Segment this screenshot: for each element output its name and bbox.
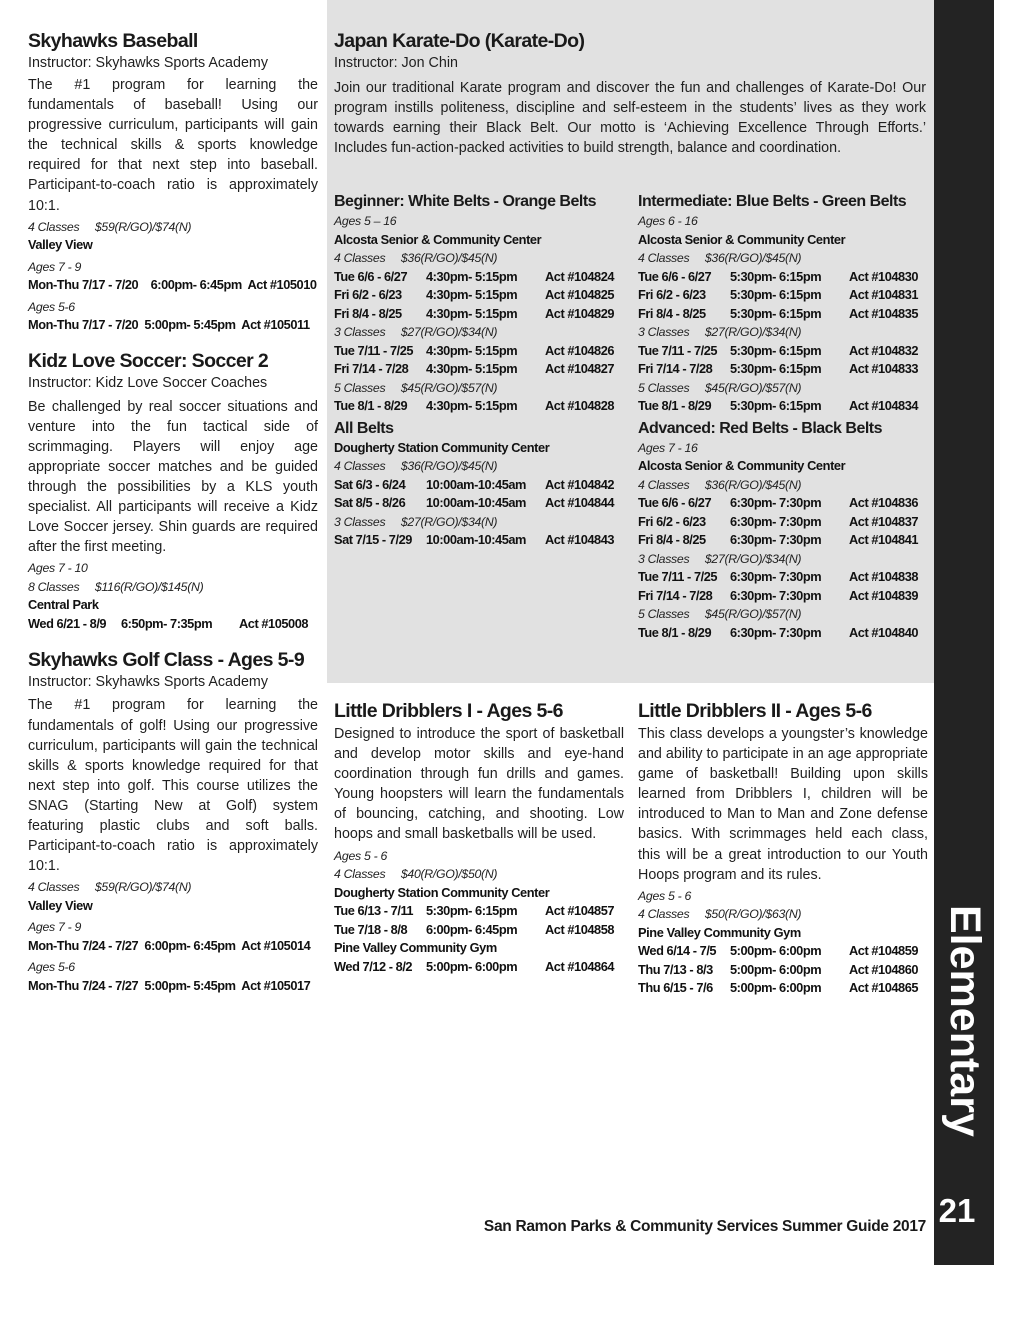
intermediate-session-rows: [638, 342, 928, 379]
beginner-session-row: [334, 268, 624, 287]
session-date: Fri 8/4 - 8/25: [638, 532, 706, 547]
allbelts-fee-2: 3 Classes $27(R/GO)/$34(N): [334, 514, 498, 529]
soccer-row-act: Act #105008: [239, 615, 309, 631]
soccer-fee: 8 Classes $116(R/GO)/$145(N): [28, 579, 204, 594]
session-date: Sat 6/3 - 6/24: [334, 476, 406, 492]
intermediate-fee-1: 4 Classes $36(R/GO)/$45(N): [638, 251, 802, 265]
golf-fee: 4 Classes $59(R/GO)/$74(N): [28, 880, 192, 895]
dribblers-1-location-2: Pine Valley Community Gym: [334, 940, 497, 956]
baseball-row-1: Mon-Thu 7/17 - 7/20 6:00pm- 6:45pm Act #105010: [28, 277, 317, 293]
activity-number: Act #104828: [545, 398, 615, 413]
session-date: Fri 6/2 - 6/23: [638, 513, 706, 529]
soccer-row: [28, 615, 318, 634]
beginner-fee-3: 5 Classes $45(R/GO)/$57(N): [334, 380, 498, 395]
dribblers-1-fee: 4 Classes $40(R/GO)/$50(N): [334, 867, 498, 882]
dribblers-2-session-row: [638, 979, 928, 998]
baseball-section: [28, 30, 318, 335]
session-time: 4:30pm- 5:15pm: [426, 305, 518, 321]
session-time: 5:30pm- 6:15pm: [730, 342, 822, 358]
session-time: 5:30pm- 6:15pm: [426, 903, 518, 919]
dribblers-1-age: Ages 5 - 6: [334, 848, 388, 863]
karate-left-subcolumn: [334, 192, 624, 550]
session-time: 5:00pm- 6:00pm: [426, 958, 518, 974]
beginner-session-row: [334, 305, 624, 324]
intermediate-session-row: [638, 268, 928, 287]
session-date: Wed 6/14 - 7/5: [638, 943, 717, 959]
activity-number: Act #104825: [545, 287, 615, 302]
beginner-fee-1: 4 Classes $36(R/GO)/$45(N): [334, 251, 498, 265]
intermediate-fee-2: 3 Classes $27(R/GO)/$34(N): [638, 325, 802, 339]
dribblers-2-session-row: [638, 942, 928, 961]
activity-number: Act #104843: [545, 532, 615, 547]
session-date: Fri 8/4 - 8/25: [638, 305, 706, 321]
dribblers-1-session-rows: [334, 902, 624, 939]
session-time: 4:30pm- 5:15pm: [426, 287, 518, 302]
activity-number: Act #104864: [545, 958, 615, 974]
session-date: Fri 7/14 - 7/28: [638, 361, 713, 376]
intermediate-location: Alcosta Senior & Community Center: [638, 231, 846, 247]
session-time: 5:00pm- 6:00pm: [730, 961, 822, 977]
session-date: Sat 7/15 - 7/29: [334, 532, 412, 547]
baseball-fee: 4 Classes $59(R/GO)/$74(N): [28, 219, 192, 234]
allbelts-session-rows: [334, 531, 624, 550]
session-date: Tue 8/1 - 8/29: [334, 398, 408, 413]
session-date: Tue 8/1 - 8/29: [638, 624, 712, 640]
dribblers-1-session-row: [334, 902, 624, 921]
beginner-session-rows: [334, 268, 624, 324]
advanced-age: Ages 7 - 16: [638, 440, 698, 455]
karate-instructor: Instructor: Jon Chin: [334, 55, 458, 71]
intermediate-session-row: [638, 342, 928, 361]
beginner-session-row: [334, 286, 624, 305]
baseball-age-2: Ages 5-6: [28, 299, 75, 314]
activity-number: Act #104842: [545, 476, 615, 492]
allbelts-fee-1: 4 Classes $36(R/GO)/$45(N): [334, 459, 498, 473]
activity-number: Act #104834: [849, 398, 919, 413]
advanced-session-row: [638, 494, 928, 513]
session-time: 4:30pm- 5:15pm: [426, 342, 518, 358]
activity-number: Act #104829: [545, 305, 615, 321]
session-time: 4:30pm- 5:15pm: [426, 268, 518, 284]
dribblers-2-location: Pine Valley Community Gym: [638, 924, 801, 940]
advanced-session-row: [638, 587, 928, 606]
dribblers-1-title: Little Dribblers I - Ages 5-6: [334, 700, 563, 722]
session-time: 6:30pm- 7:30pm: [730, 532, 822, 547]
session-date: Fri 7/14 - 7/28: [638, 587, 713, 603]
session-time: 4:30pm- 5:15pm: [426, 398, 518, 413]
advanced-session-row: [638, 624, 928, 643]
baseball-row-2: Mon-Thu 7/17 - 7/20 5:00pm- 5:45pm Act #105011: [28, 317, 310, 333]
advanced-session-row: [638, 568, 928, 587]
golf-title: Skyhawks Golf Class - Ages 5-9: [28, 649, 305, 672]
activity-number: Act #104859: [849, 943, 919, 959]
activity-number: Act #104838: [849, 569, 919, 584]
session-time: 10:00am-10:45am: [426, 532, 526, 547]
beginner-session-row: [334, 397, 624, 416]
activity-number: Act #104835: [849, 305, 919, 321]
session-date: Fri 6/2 - 6/23: [334, 287, 402, 302]
left-column: [28, 30, 318, 995]
intermediate-fee-3: 5 Classes $45(R/GO)/$57(N): [638, 380, 802, 395]
karate-title: Japan Karate-Do (Karate-Do): [334, 30, 585, 52]
session-date: Fri 7/14 - 7/28: [334, 361, 409, 376]
session-time: 4:30pm- 5:15pm: [426, 361, 518, 376]
soccer-age: Ages 7 - 10: [28, 561, 88, 576]
baseball-description: The #1 program for learning the fundamentals of baseball! Using our progressive curriculum, participants will gain the technical skills & sports knowledge required for that next step into baseball. Participant-to-coach ratio is approximately 10:1.: [28, 77, 318, 214]
dribblers-2-description: This class develops a youngster’s knowledge and ability to participate in an age appropriate game of basketball! Building upon skills learned from Dribblers I, children will be introduced to Man to Man and Zone defense basics. With scrimmages held each class, this will be a great introduction to our Youth Hoops program and its rules.: [638, 726, 928, 883]
advanced-session-rows: [638, 568, 928, 605]
session-time: 6:30pm- 7:30pm: [730, 624, 822, 640]
session-time: 6:30pm- 7:30pm: [730, 569, 822, 584]
session-time: 5:30pm- 6:15pm: [730, 305, 822, 321]
session-time: 5:30pm- 6:15pm: [730, 268, 822, 284]
activity-number: Act #104865: [849, 980, 919, 996]
session-date: Tue 6/6 - 6/27: [638, 495, 712, 510]
intermediate-session-rows: [638, 397, 928, 416]
session-time: 10:00am-10:45am: [426, 476, 526, 492]
soccer-row-time: 6:50pm- 7:35pm: [121, 615, 213, 631]
golf-location: Valley View: [28, 897, 93, 913]
soccer-section: [28, 350, 318, 634]
activity-number: Act #104840: [849, 624, 919, 640]
beginner-session-row: [334, 360, 624, 379]
session-time: 6:30pm- 7:30pm: [730, 587, 822, 603]
session-time: 5:00pm- 6:00pm: [730, 980, 822, 996]
sidebar-label: Elementary: [941, 905, 989, 1137]
dribblers-2-session-row: [638, 961, 928, 980]
page-number: 21: [938, 1192, 976, 1229]
soccer-row-date: Wed 6/21 - 8/9: [28, 615, 107, 631]
allbelts-location: Dougherty Station Community Center: [334, 439, 550, 455]
activity-number: Act #104831: [849, 287, 919, 302]
dribblers-2-fee: 4 Classes $50(R/GO)/$63(N): [638, 907, 802, 922]
beginner-session-rows: [334, 342, 624, 379]
golf-section: [28, 649, 318, 995]
advanced-fee-2: 3 Classes $27(R/GO)/$34(N): [638, 551, 802, 566]
session-time: 5:00pm- 6:00pm: [730, 943, 822, 959]
session-time: 5:30pm- 6:15pm: [730, 361, 822, 376]
golf-age-2: Ages 5-6: [28, 960, 75, 975]
section-sidebar: [934, 0, 994, 1265]
dribblers-1-location-1: Dougherty Station Community Center: [334, 884, 550, 900]
advanced-title: Advanced: Red Belts - Black Belts: [638, 419, 883, 437]
advanced-fee-1: 4 Classes $36(R/GO)/$45(N): [638, 477, 802, 492]
advanced-session-rows: [638, 494, 928, 550]
golf-age-1: Ages 7 - 9: [28, 920, 82, 935]
activity-number: Act #104826: [545, 342, 615, 358]
allbelts-session-row: [334, 476, 624, 495]
dribblers-1-description: Designed to introduce the sport of basketball and develop motor skills and eye-hand coordination through fun drills and games. Young hoopsters will learn the fundamentals of bouncing, catching, and shooting. Low hoops and small basketballs will be used.: [334, 726, 624, 843]
allbelts-session-row: [334, 531, 624, 550]
allbelts-session-rows: [334, 476, 624, 513]
activity-number: Act #104857: [545, 903, 615, 919]
karate-description: Join our traditional Karate program and discover the fun and challenges of Karate-Do! Our program instills politeness, discipline and self-esteem in the students’ lives as they work towards earning their Black Belt. Our motto is ‘Achieving Excellence Through Efforts.’ Includes fun-action-packed activities to build strength, balance and coordination.: [334, 80, 926, 157]
intermediate-title: Intermediate: Blue Belts - Green Belts: [638, 193, 907, 210]
activity-number: Act #104841: [849, 532, 919, 547]
session-time: 6:30pm- 7:30pm: [730, 495, 822, 510]
dribblers-2-session-rows: [638, 942, 928, 998]
karate-content: [334, 30, 926, 640]
activity-number: Act #104860: [849, 961, 919, 977]
baseball-title: Skyhawks Baseball: [28, 30, 198, 52]
karate-panel: [327, 0, 934, 683]
activity-number: Act #104839: [849, 587, 919, 603]
activity-number: Act #104830: [849, 268, 919, 284]
session-date: Tue 6/6 - 6/27: [334, 268, 408, 284]
dribblers-1-session-rows: [334, 958, 624, 977]
session-time: 10:00am-10:45am: [426, 495, 526, 510]
soccer-location: Central Park: [28, 597, 99, 613]
advanced-session-rows: [638, 624, 928, 643]
activity-number: Act #104827: [545, 361, 615, 376]
activity-number: Act #104844: [545, 495, 615, 510]
activity-number: Act #104824: [545, 268, 615, 284]
golf-row-2: Mon-Thu 7/24 - 7/27 5:00pm- 5:45pm Act #105017: [28, 977, 311, 993]
allbelts-title: All Belts: [334, 419, 394, 437]
intermediate-age: Ages 6 - 16: [638, 214, 698, 228]
beginner-session-rows: [334, 397, 624, 416]
session-date: Tue 7/11 - 7/25: [638, 342, 718, 358]
session-date: Tue 7/11 - 7/25: [334, 342, 414, 358]
session-date: Wed 7/12 - 8/2: [334, 958, 413, 974]
session-date: Thu 6/15 - 7/6: [638, 980, 713, 996]
session-date: Tue 7/18 - 8/8: [334, 921, 408, 937]
session-date: Tue 8/1 - 8/29: [638, 398, 712, 413]
session-date: Tue 7/11 - 7/25: [638, 569, 718, 584]
beginner-location: Alcosta Senior & Community Center: [334, 231, 542, 247]
dribblers-2-age: Ages 5 - 6: [638, 888, 692, 903]
dribblers-1-section: [334, 700, 624, 976]
intermediate-session-row: [638, 286, 928, 305]
baseball-age-1: Ages 7 - 9: [28, 259, 82, 274]
allbelts-session-row: [334, 494, 624, 513]
beginner-age: Ages 5 – 16: [334, 214, 397, 228]
advanced-session-row: [638, 513, 928, 532]
intermediate-session-row: [638, 397, 928, 416]
session-time: 5:30pm- 6:15pm: [730, 287, 822, 302]
activity-number: Act #104858: [545, 921, 615, 937]
soccer-instructor: Instructor: Kidz Love Soccer Coaches: [28, 374, 268, 391]
activity-number: Act #104832: [849, 342, 919, 358]
session-time: 5:30pm- 6:15pm: [730, 398, 822, 413]
session-date: Tue 6/6 - 6/27: [638, 268, 712, 284]
advanced-fee-3: 5 Classes $45(R/GO)/$57(N): [638, 607, 802, 621]
activity-number: Act #104836: [849, 495, 919, 510]
session-date: Fri 8/4 - 8/25: [334, 305, 402, 321]
karate-right-subcolumn: [638, 192, 928, 642]
golf-instructor: Instructor: Skyhawks Sports Academy: [28, 674, 268, 691]
golf-description: The #1 program for learning the fundamentals of golf! Using our progressive curriculum, participants will gain the technical skills & sports knowledge required for that next step into golf. This course utilizes the SNAG (Starting New at Golf) system featuring plastic clubs and soft balls. Participant-to-coach ratio is approximately 10:1.: [28, 697, 318, 875]
session-time: 6:30pm- 7:30pm: [730, 513, 822, 529]
activity-number: Act #104837: [849, 513, 919, 529]
footer-text: San Ramon Parks & Community Services Summer Guide 2017: [483, 1218, 926, 1235]
session-date: Sat 8/5 - 8/26: [334, 495, 406, 510]
dribblers-1-session-row: [334, 958, 624, 977]
dribblers-2-title: Little Dribblers II - Ages 5-6: [638, 700, 872, 722]
dribblers-1-session-row: [334, 921, 624, 940]
session-date: Tue 6/13 - 7/11: [334, 903, 414, 919]
soccer-description: Be challenged by real soccer situations and venture into the fun tactical side of scrimmaging. Players will enjoy age appropriate soccer matches and be guided through the possibilities by a KLS youth specialist. All participants will receive a Kidz Love Soccer jersey. Shin guards are required after the first meeting.: [28, 398, 318, 556]
intermediate-session-row: [638, 305, 928, 324]
baseball-instructor: Instructor: Skyhawks Sports Academy: [28, 55, 268, 71]
dribblers-2-section: [638, 700, 928, 998]
advanced-location: Alcosta Senior & Community Center: [638, 458, 846, 473]
intermediate-session-rows: [638, 268, 928, 324]
beginner-session-row: [334, 342, 624, 361]
advanced-session-row: [638, 531, 928, 550]
beginner-fee-2: 3 Classes $27(R/GO)/$34(N): [334, 325, 498, 339]
baseball-location: Valley View: [28, 237, 93, 253]
soccer-title: Kidz Love Soccer: Soccer 2: [28, 349, 269, 372]
session-date: Thu 7/13 - 8/3: [638, 961, 713, 977]
session-time: 6:00pm- 6:45pm: [426, 921, 518, 937]
golf-row-1: Mon-Thu 7/24 - 7/27 6:00pm- 6:45pm Act #105014: [28, 937, 311, 953]
beginner-title: Beginner: White Belts - Orange Belts: [334, 193, 597, 210]
session-date: Fri 6/2 - 6/23: [638, 287, 706, 302]
activity-number: Act #104833: [849, 361, 919, 376]
intermediate-session-row: [638, 360, 928, 379]
